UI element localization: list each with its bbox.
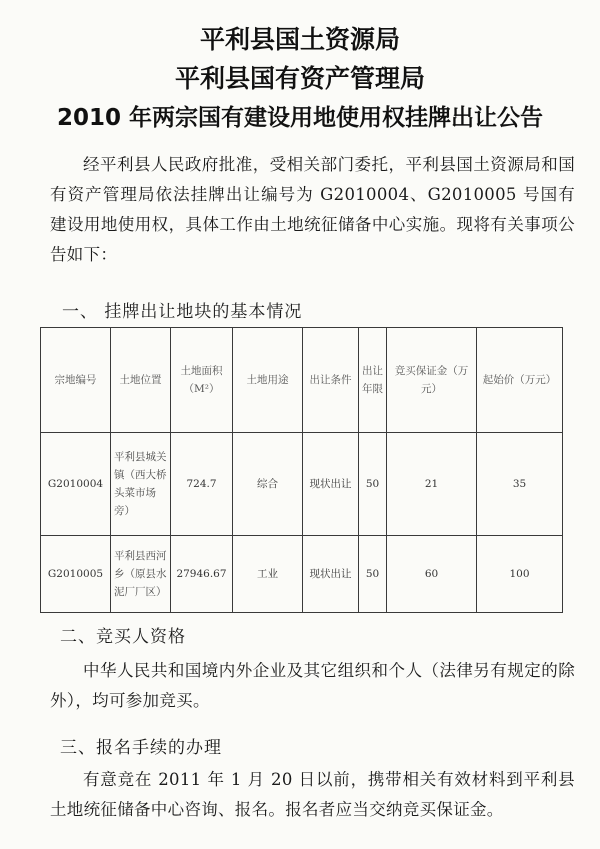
table-header-row <box>41 328 563 433</box>
column-header: 起始价（万元） <box>477 328 563 433</box>
parcel-id-cell: G2010005 <box>41 536 111 613</box>
usage-cell: 综合 <box>233 433 303 536</box>
plot-table <box>40 327 563 613</box>
term-cell: 50 <box>359 433 387 536</box>
area-cell: 27946.67 <box>171 536 233 613</box>
section-1-heading: 一、 挂牌出让地块的基本情况 <box>62 302 303 322</box>
column-header: 出让年限 <box>359 328 387 433</box>
column-header: 土地面积（M²） <box>171 328 233 433</box>
deposit-cell: 21 <box>387 433 477 536</box>
section-2-heading: 二、竞买人资格 <box>60 627 186 647</box>
section-2-body: 中华人民共和国境内外企业及其它组织和个人（法律另有规定的除外），均可参加竞买。 <box>50 661 575 710</box>
location-cell: 平利县西河乡（原县水泥厂厂区） <box>111 536 171 613</box>
issuer-name-2: 平利县国有资产管理局 <box>174 64 425 93</box>
section-3-body: 有意竞在 2011 年 1 月 20 日以前，携带相关有效材料到平利县土地统征储备中心咨询、报名。报名者应当交纳竞买保证金。 <box>50 770 575 819</box>
table-row <box>41 433 563 536</box>
issuer-name-1: 平利县国土资源局 <box>199 25 400 54</box>
announcement-title: 2010 年两宗国有建设用地使用权挂牌出让公告 <box>56 105 544 131</box>
table-row <box>41 536 563 613</box>
area-cell: 724.7 <box>171 433 233 536</box>
condition-cell: 现状出让 <box>303 433 359 536</box>
column-header: 土地位置 <box>111 328 171 433</box>
column-header: 宗地编号 <box>41 328 111 433</box>
column-header: 出让条件 <box>303 328 359 433</box>
column-header: 竞买保证金（万元） <box>387 328 477 433</box>
start-price-cell: 100 <box>477 536 563 613</box>
condition-cell: 现状出让 <box>303 536 359 613</box>
usage-cell: 工业 <box>233 536 303 613</box>
column-header: 土地用途 <box>233 328 303 433</box>
location-cell: 平利县城关镇（西大桥头菜市场旁） <box>111 433 171 536</box>
term-cell: 50 <box>359 536 387 613</box>
section-3-heading: 三、报名手续的办理 <box>60 738 222 758</box>
parcel-id-cell: G2010004 <box>41 433 111 536</box>
start-price-cell: 35 <box>477 433 563 536</box>
intro-paragraph: 经平利县人民政府批准，受相关部门委托，平利县国土资源局和国有资产管理局依法挂牌出让编号为 G2010004、G2010005 号国有建设用地使用权，具体工作由土地统征储备中心实施。现将有关事项公告如下： <box>50 155 575 264</box>
deposit-cell: 60 <box>387 536 477 613</box>
